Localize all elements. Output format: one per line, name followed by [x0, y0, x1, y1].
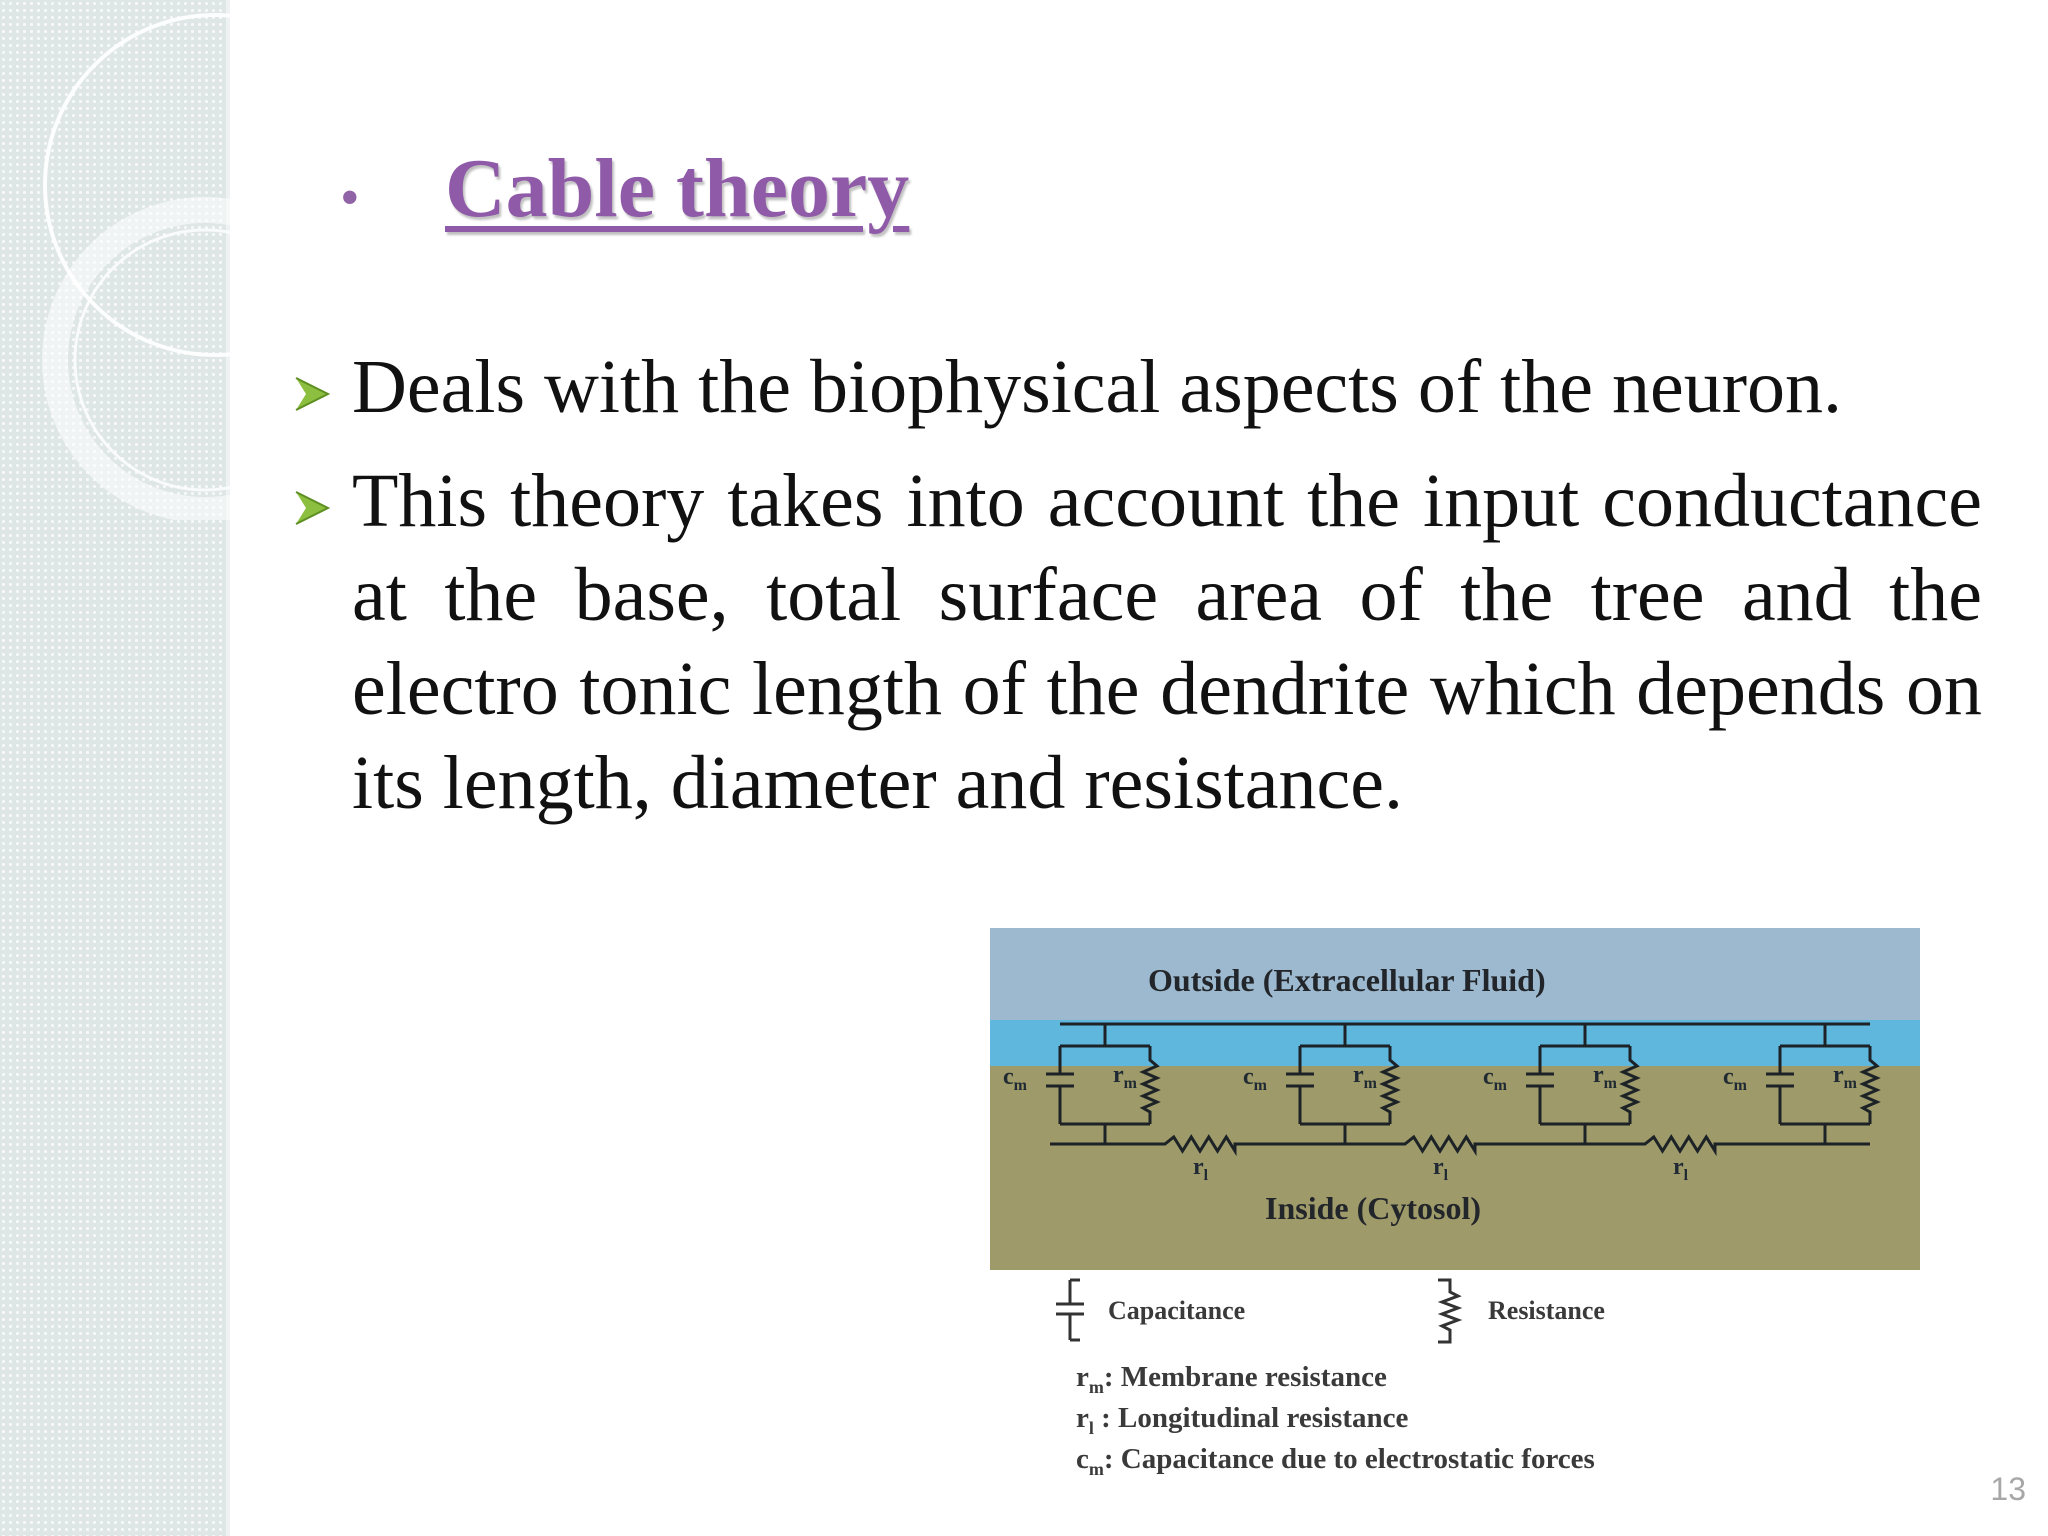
cable-model-figure — [990, 928, 1920, 1270]
cm-label: $c_m$ — [1243, 1064, 1267, 1094]
page-number: 13 — [1990, 1471, 2026, 1507]
cm-label: $c_m$ — [1483, 1064, 1507, 1094]
membrane-capacitor — [1286, 1046, 1314, 1124]
rl-label: $r_l$ — [1193, 1154, 1209, 1184]
inner-rail — [1050, 1137, 1870, 1151]
membrane-resistor — [1383, 1046, 1397, 1124]
resistance-legend-label: Resistance — [1488, 1296, 1605, 1325]
membrane-capacitor — [1766, 1046, 1794, 1124]
membrane-resistor — [1623, 1046, 1637, 1124]
slide-title-row — [340, 140, 909, 237]
capacitance-legend-label: Capacitance — [1108, 1296, 1246, 1325]
legend-capacitance — [1050, 1278, 1245, 1344]
definition-line: $r_l$ : Longitudinal resistance — [1076, 1401, 1409, 1438]
rm-label: $r_m$ — [1113, 1062, 1137, 1092]
symbol-definitions — [1076, 1362, 1595, 1484]
rm-label: $r_m$ — [1353, 1062, 1377, 1092]
title-bullet: • — [340, 167, 360, 229]
resistor-symbol-icon — [1430, 1278, 1470, 1344]
rm-label: $r_m$ — [1593, 1062, 1617, 1092]
rm-label: $r_m$ — [1833, 1062, 1857, 1092]
bullet-text: Deals with the biophysical aspects of the neuron. — [352, 345, 1843, 429]
rl-label: $r_l$ — [1673, 1154, 1689, 1184]
slide-title: Cable theory — [445, 142, 910, 235]
bullet-item — [292, 340, 1982, 434]
membrane-resistor — [1863, 1046, 1877, 1124]
bullet-item — [292, 454, 1982, 830]
definition-line: $r_m$: Membrane resistance — [1076, 1361, 1387, 1397]
cm-label: $c_m$ — [1003, 1064, 1027, 1094]
outside-label: Outside (Extracellular Fluid) — [1148, 962, 1546, 998]
membrane-capacitor — [1526, 1046, 1554, 1124]
cm-label: $c_m$ — [1723, 1064, 1747, 1094]
inside-label: Inside (Cytosol) — [1265, 1190, 1482, 1226]
bullet-list — [292, 340, 1982, 850]
bullet-text: This theory takes into account the input conductance at the base, total surface area of the tree and the electro tonic length of the dendrite which depends on its length, diameter and resistance. — [352, 459, 1982, 825]
legend-resistance — [1430, 1278, 1605, 1344]
arrow-bullet-icon — [292, 340, 352, 419]
membrane-resistor — [1143, 1046, 1157, 1124]
membrane-capacitor — [1046, 1046, 1074, 1124]
capacitor-symbol-icon — [1050, 1278, 1090, 1344]
arrow-bullet-icon — [292, 454, 352, 533]
definition-line: $c_m$: Capacitance due to electrostatic forces — [1076, 1442, 1595, 1479]
decorative-rings — [0, 0, 240, 520]
rl-label: $r_l$ — [1433, 1154, 1449, 1184]
